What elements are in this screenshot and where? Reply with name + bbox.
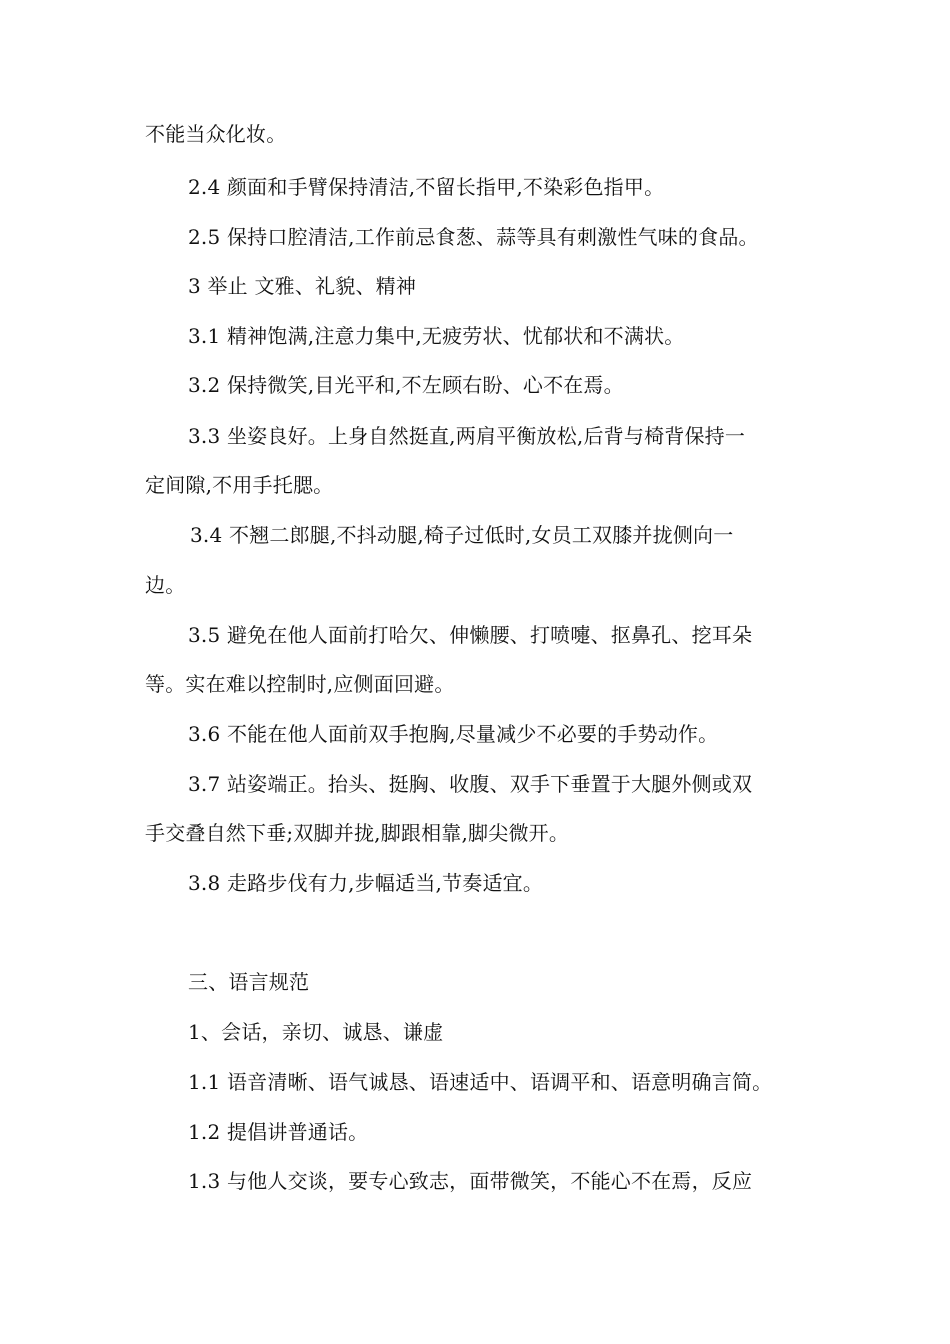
text-line: 不能当众化妆。 — [145, 122, 287, 146]
text-line: 3 举止 文雅、礼貌、精神 — [188, 274, 417, 298]
text-line: 2.5 保持口腔清洁,工作前忌食葱、蒜等具有刺激性气味的食品。 — [188, 225, 759, 249]
text-line: 3.5 避免在他人面前打哈欠、伸懒腰、打喷嚏、抠鼻孔、挖耳朵 — [188, 623, 753, 647]
text-line: 3.7 站姿端正。抬头、挺胸、收腹、双手下垂置于大腿外侧或双 — [188, 772, 753, 796]
text-line: 边。 — [145, 573, 186, 597]
text-line: 3.6 不能在他人面前双手抱胸,尽量减少不必要的手势动作。 — [188, 722, 719, 746]
text-line: 3.2 保持微笑,目光平和,不左顾右盼、心不在焉。 — [188, 373, 624, 397]
text-line: 3.4 不翘二郎腿,不抖动腿,椅子过低时,女员工双膝并拢侧向一 — [190, 523, 734, 547]
text-line: 3.1 精神饱满,注意力集中,无疲劳状、忧郁状和不满状。 — [188, 324, 685, 348]
text-line: 等。实在难以控制时,应侧面回避。 — [145, 672, 455, 696]
text-line: 2.4 颜面和手臂保持清洁,不留长指甲,不染彩色指甲。 — [188, 175, 665, 199]
text-line: 手交叠自然下垂;双脚并拢,脚跟相靠,脚尖微开。 — [145, 821, 570, 845]
text-line: 1、会话，亲切、诚恳、谦虚 — [188, 1020, 444, 1044]
text-line: 3.3 坐姿良好。上身自然挺直,两肩平衡放松,后背与椅背保持一 — [188, 424, 746, 448]
text-line: 3.8 走路步伐有力,步幅适当,节奏适宜。 — [188, 871, 544, 895]
text-line: 1.2 提倡讲普通话。 — [188, 1120, 369, 1144]
text-line: 1.1 语音清晰、语气诚恳、语速适中、语调平和、语意明确言简。 — [188, 1070, 773, 1094]
text-line: 1.3 与他人交谈，要专心致志，面带微笑，不能心不在焉，反应 — [188, 1169, 753, 1193]
section-heading: 三、语言规范 — [188, 970, 310, 994]
text-line: 定间隙,不用手托腮。 — [145, 473, 334, 497]
